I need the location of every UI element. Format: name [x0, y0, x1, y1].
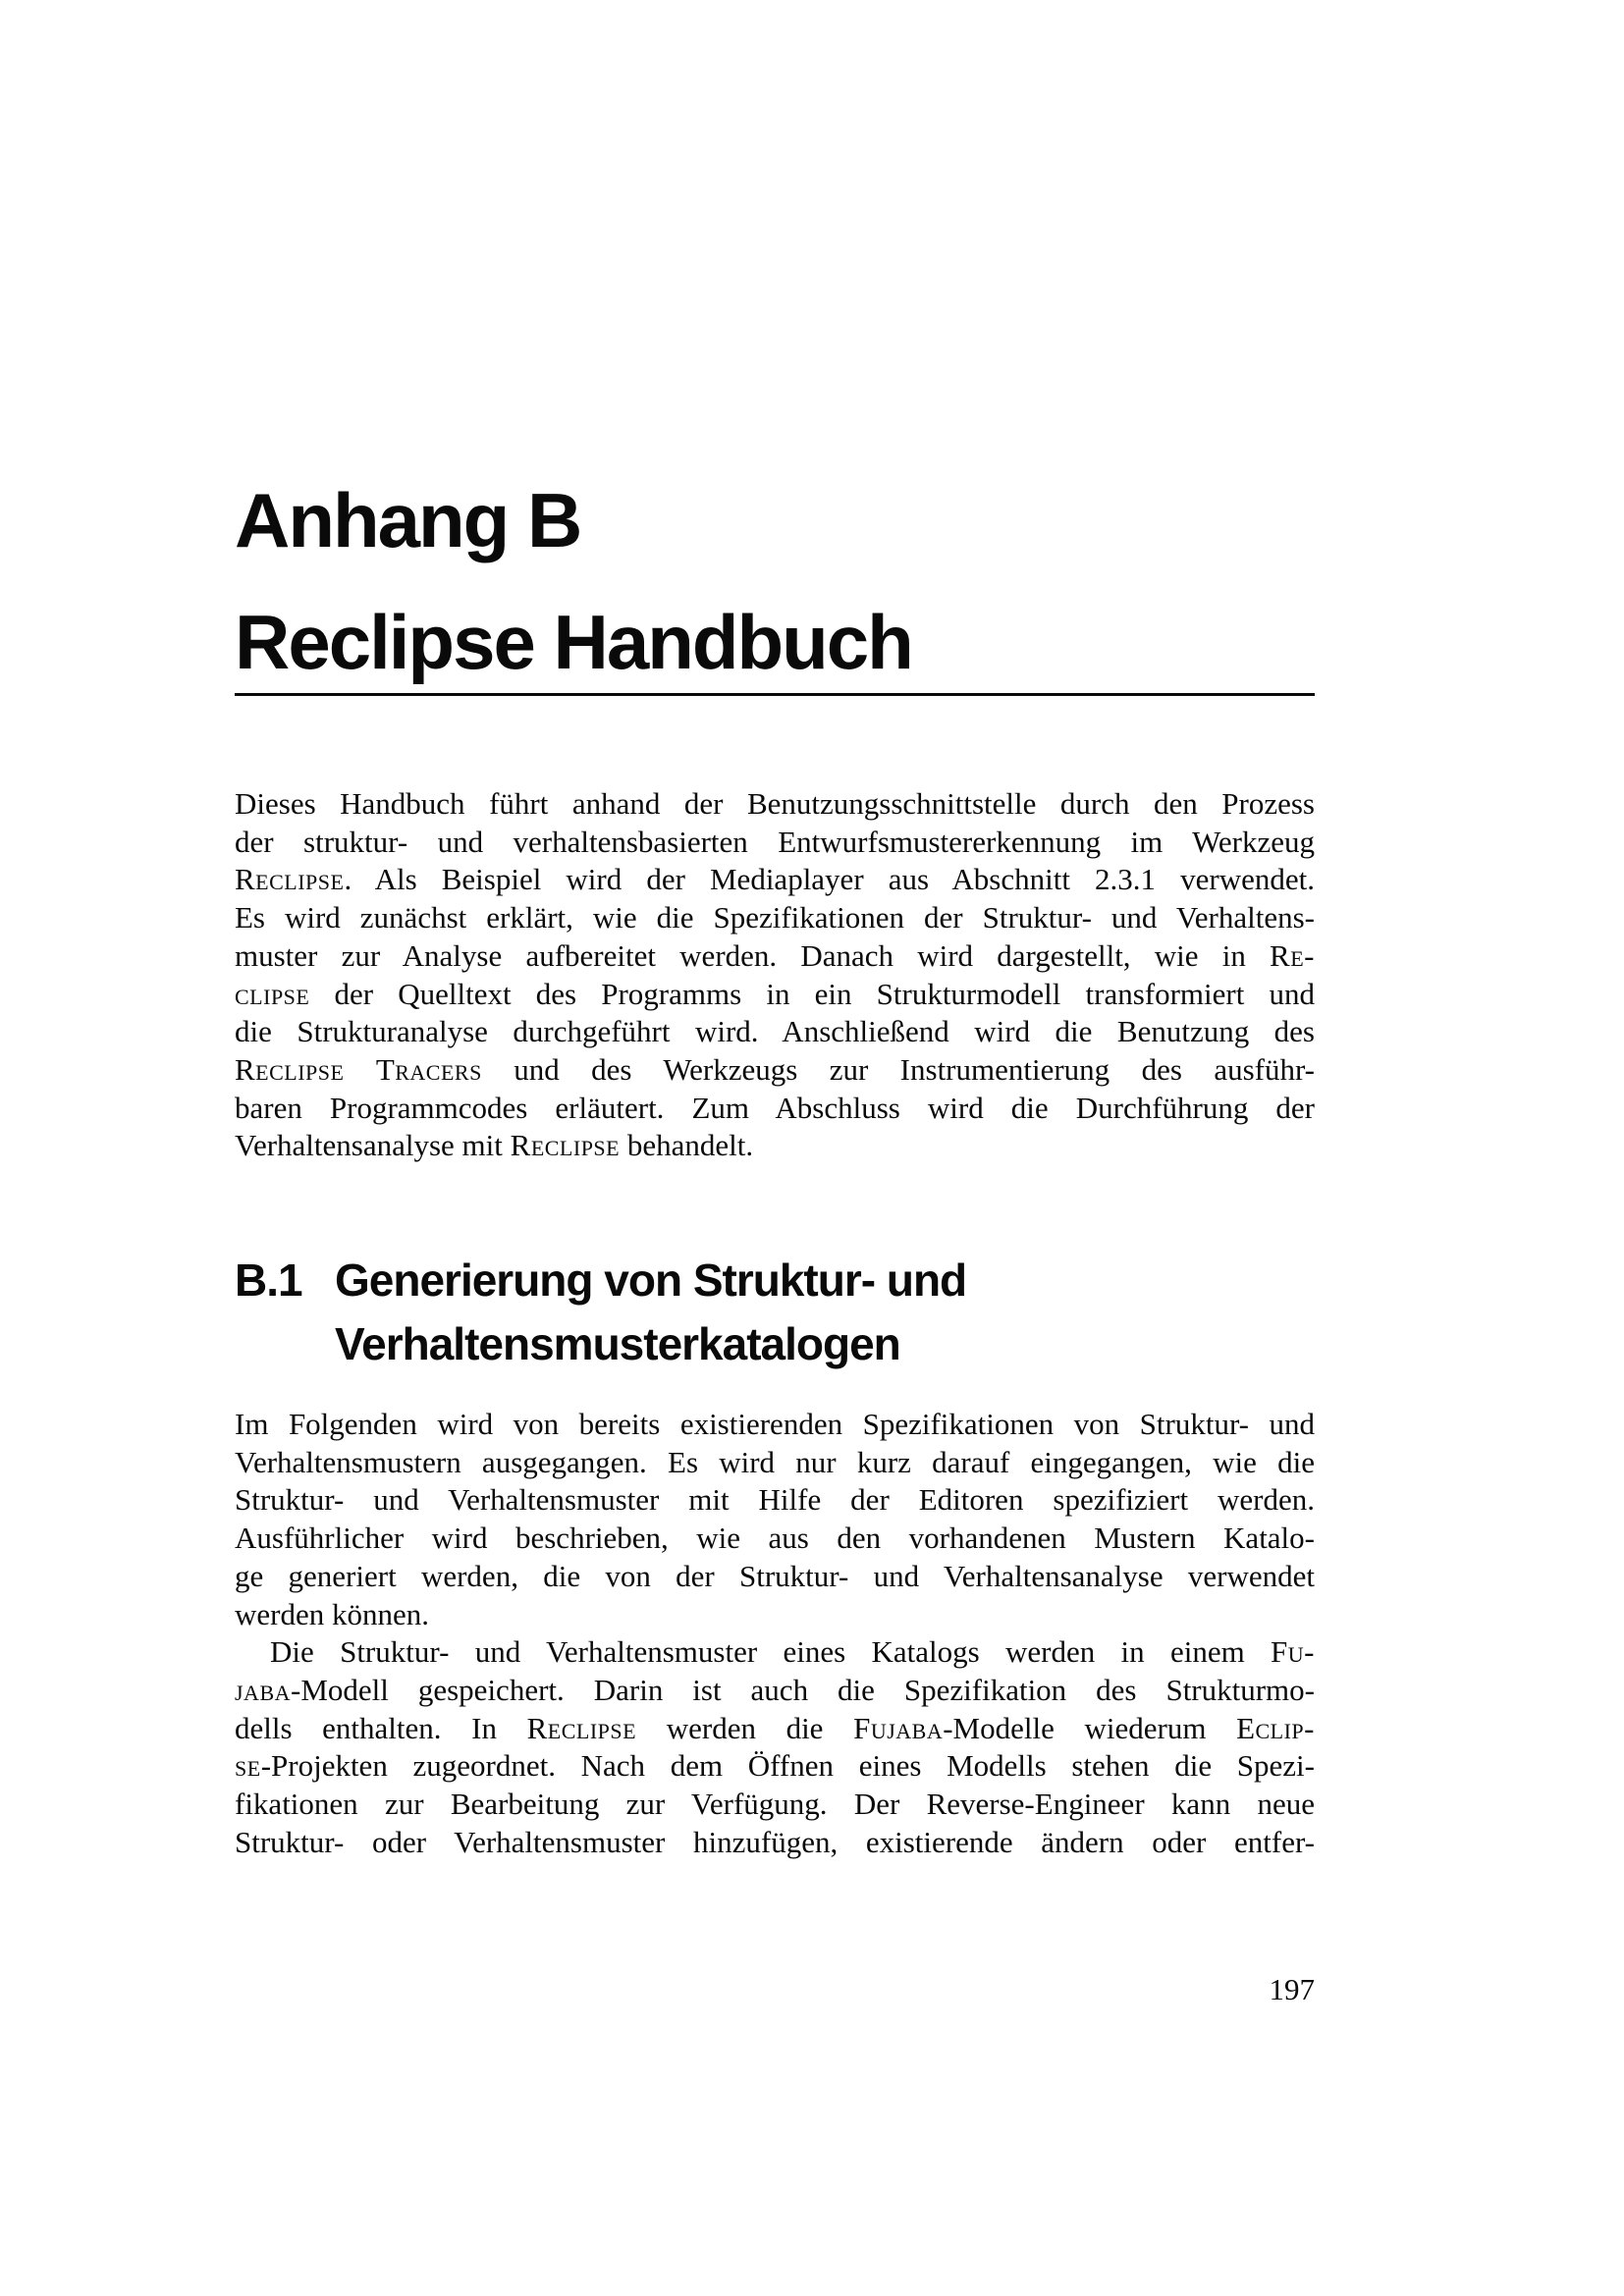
smallcaps-term: Eclip-	[1236, 1710, 1315, 1745]
paragraph-chapter-intro	[235, 785, 1315, 1165]
smallcaps-term: se	[235, 1748, 261, 1784]
smallcaps-term: Re-	[1270, 937, 1315, 973]
text-line: Verhaltensmustern ausgegangen. Es wird nur kurz darauf eingegangen, wie die	[235, 1444, 1315, 1479]
text-line: Struktur- oder Verhaltensmuster hinzufügen, existierende ändern oder entfer-	[235, 1824, 1315, 1859]
section-title	[335, 1249, 966, 1376]
section-heading	[235, 1249, 1364, 1376]
text-line: Reclipse. Als Beispiel wird der Mediaplayer aus Abschnitt 2.3.1 verwendet.	[235, 862, 1315, 897]
text-line: fikationen zur Bearbeitung zur Verfügung. Der Reverse-Engineer kann neue	[235, 1787, 1315, 1822]
smallcaps-term: Reclipse	[526, 1710, 637, 1745]
text-line: die Strukturanalyse durchgeführt wird. Anschließend wird die Benutzung des	[235, 1014, 1315, 1049]
text-line: baren Programmcodes erläutert. Zum Abschluss wird die Durchführung der	[235, 1090, 1315, 1125]
text-line: clipse der Quelltext des Programms in ein Strukturmodell transformiert und	[235, 976, 1315, 1011]
smallcaps-term: Reclipse Tracers	[235, 1051, 482, 1087]
smallcaps-term: Fujaba	[853, 1710, 944, 1745]
section-title-line-1: Generierung von Struktur- und	[335, 1255, 967, 1306]
chapter-label: Anhang B	[235, 477, 581, 563]
text-line: werden können.	[235, 1596, 429, 1631]
text-line: Im Folgenden wird von bereits existierenden Spezifikationen von Struktur- und	[235, 1407, 1315, 1441]
text-line: Reclipse Tracers und des Werkzeugs zur Instrumentierung des ausführ-	[235, 1051, 1316, 1087]
paragraph-b1-fujaba-models	[235, 1633, 1315, 1861]
text-line: ge generiert werden, die von der Struktur- und Verhaltensanalyse verwendet	[235, 1558, 1315, 1593]
text-line: Es wird zunächst erklärt, wie die Spezifikationen der Struktur- und Verhaltens-	[235, 900, 1315, 935]
smallcaps-term: clipse	[235, 976, 310, 1011]
smallcaps-term: jaba	[235, 1672, 292, 1707]
paragraph-b1-intro	[235, 1406, 1315, 1633]
section-number: B.1	[235, 1255, 302, 1306]
text-line: Ausführlicher wird beschrieben, wie aus den vorhandenen Mustern Katalo-	[235, 1521, 1315, 1556]
text-line: jaba-Modell gespeichert. Darin ist auch die Spezifikation des Strukturmo-	[235, 1672, 1315, 1707]
section-title-line-2: Verhaltensmusterkatalogen	[335, 1318, 900, 1369]
text-line: Struktur- und Verhaltensmuster mit Hilfe der Editoren spezifiziert werden.	[235, 1482, 1315, 1518]
text-line: Verhaltensanalyse mit Reclipse behandelt.	[235, 1128, 754, 1163]
text-line: der struktur- und verhaltensbasierten Entwurfsmustererkennung im Werkzeug	[235, 824, 1315, 859]
smallcaps-term: Fu-	[1271, 1634, 1315, 1670]
text-line: Die Struktur- und Verhaltensmuster eines Katalogs werden in einem Fu-	[270, 1634, 1315, 1670]
text-line: se-Projekten zugeordnet. Nach dem Öffnen eines Modells stehen die Spezi-	[235, 1748, 1315, 1784]
chapter-title: Reclipse Handbuch	[235, 599, 912, 685]
chapter-title-rule	[235, 693, 1315, 696]
page-number: 197	[1269, 1972, 1315, 2006]
smallcaps-term: Reclipse	[510, 1128, 621, 1163]
text-line: dells enthalten. In Reclipse werden die Fujaba-Modelle wiederum Eclip-	[235, 1710, 1315, 1745]
smallcaps-term: Reclipse	[235, 862, 345, 897]
text-line: Dieses Handbuch führt anhand der Benutzungsschnittstelle durch den Prozess	[235, 786, 1315, 821]
text-line: muster zur Analyse aufbereitet werden. Danach wird dargestellt, wie in Re-	[235, 937, 1315, 973]
